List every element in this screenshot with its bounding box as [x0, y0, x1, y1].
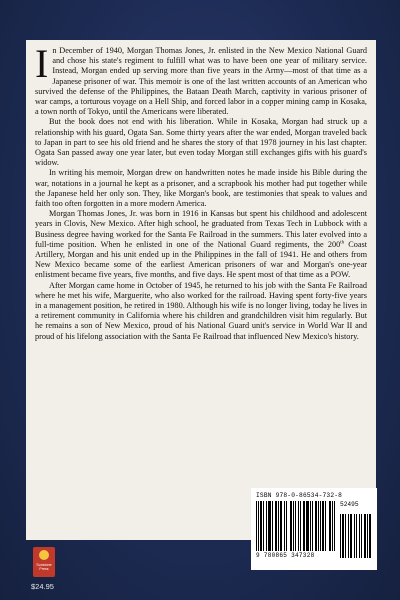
paragraph-4	[35, 209, 367, 280]
paragraph-5: After Morgan came home in October of 1945, he returned to his job with the Santa Fe Railroad where he met his wife, Marguerite, who also worked for the railroad. Having spent forty-five years in a management position, he retired in 1980. Although his wife is no longer living, today he lives in a retirement community in California where his children and grandchildren visit him regularly. But he remains a son of New Mexico, proud of his National Guard unit's service in World War II and proud of his lifelong association with the Santa Fe Railroad that influenced New Mexico's history.	[35, 280, 367, 341]
barcode-bar	[284, 501, 285, 551]
barcode-digits: 9 780865 347328	[256, 552, 315, 559]
barcode-addon-block	[340, 501, 372, 559]
barcode-bar	[303, 501, 305, 551]
barcode-bar	[258, 501, 259, 551]
barcode-bar	[345, 514, 346, 558]
barcode-bar	[354, 514, 355, 558]
barcode-bars	[256, 501, 372, 559]
barcode-bar	[340, 514, 341, 558]
barcode-bar	[298, 501, 299, 551]
barcode-bar	[329, 501, 331, 551]
paragraph-1-text: n December of 1940, Morgan Thomas Jones, Jr. enlisted in the New Mexico National Guard and chose his state's regiment to fulfill what was to have been one year of military service. Instead, Morgan ended up serving more than five years in the Army—most of that time as a Japanese prisoner of war. This memoir is one of the last written accounts of an American who survived the defense of the Philippines, the Bataan Death March, captivity in various prisoner of war camps, a torturous voyage on a Hell Ship, and forced labor in a copper mining camp in Kosaka, a town north of Tokyo, until the Americans were liberated.	[35, 46, 367, 117]
barcode-bar	[286, 501, 287, 551]
barcode-bar	[306, 501, 309, 551]
barcode-bar	[300, 501, 301, 551]
barcode-bar	[361, 514, 362, 558]
paragraph-1	[35, 41, 367, 117]
barcode-addon-bars	[340, 514, 372, 558]
barcode-bar	[369, 514, 371, 558]
publisher-logo-text: Sunstone Press	[36, 563, 52, 572]
paragraph-4-text-b: Coast Artillery, Morgan and his unit ended up in the Philippines in the fall of 1941. He and others from New Mexico became some of the earliest American prisoners of war and Morgan's one-year enlistment became five years, five months, and five days. He spent most of that time as a POW.	[35, 239, 367, 280]
barcode-bar	[312, 501, 313, 551]
barcode-bar	[318, 501, 319, 551]
barcode-bar	[320, 501, 321, 551]
barcode-bar	[256, 501, 257, 551]
barcode-bar	[359, 514, 360, 558]
isbn-row	[256, 492, 372, 499]
barcode-bar	[325, 501, 326, 551]
barcode-bar	[266, 501, 267, 551]
barcode-main-bars	[256, 501, 336, 551]
synopsis-panel	[26, 40, 376, 540]
isbn-number: ISBN 978-0-86534-732-8	[256, 492, 343, 499]
barcode-bar	[356, 514, 357, 558]
barcode-addon-digits: 52495	[340, 501, 359, 508]
barcode-bar	[295, 501, 296, 551]
barcode-bar	[334, 501, 335, 551]
barcode-bar	[275, 501, 277, 551]
barcode-bar	[332, 501, 333, 551]
barcode-main-block	[256, 501, 336, 559]
barcode-bar	[278, 501, 279, 551]
ordinal-suffix: th	[340, 240, 345, 246]
barcode-bar	[310, 501, 311, 551]
barcode-bar	[293, 501, 294, 551]
barcode-bar	[367, 514, 368, 558]
barcode-bar	[364, 514, 366, 558]
paragraph-3: In writing his memoir, Morgan drew on handwritten notes he made inside his Bible during the war, notations in a journal he kept as a prisoner, and a scrapbook his mother had put together while the Japanese held her only son. They, like Morgan's book, are testimonies that speak to values and faith too often forgotten in a more modern America.	[35, 168, 367, 209]
barcode-bar	[263, 501, 264, 551]
sun-icon	[39, 550, 49, 560]
barcode-bar	[350, 514, 352, 558]
paragraph-4-text-a: Morgan Thomas Jones, Jr. was born in 1916 in Kansas but spent his childhood and adolescent years in Clovis, New Mexico. After high school, he graduated from Texas Tech in Lubbock with a Business degree having worked for the Santa Fe Railroad in the summers. This later evolved into a full-time position. When he enlisted in one of the National Guard regiments, the 200	[35, 209, 367, 249]
price-label: $24.95	[31, 582, 54, 591]
paragraph-2: But the book does not end with his liberation. While in Kosaka, Morgan had struck up a relationship with his guard, Ogata San. Some thirty years after the war ended, Morgan traveled back to Japan in part to see his old friend and he shares the story of that 1978 journey in his last chapter. Ogata San passed away one year later, but even today Morgan still exchanges gifts with his guard's widow.	[35, 117, 367, 168]
barcode-bar	[290, 501, 292, 551]
barcode-bar	[348, 514, 349, 558]
drop-cap: I	[35, 41, 49, 86]
publisher-logo	[33, 547, 55, 577]
isbn-barcode	[251, 488, 377, 570]
barcode-bar	[260, 501, 262, 551]
barcode-bar	[280, 501, 282, 551]
barcode-bar	[322, 501, 324, 551]
barcode-bar	[268, 501, 271, 551]
barcode-bar	[315, 501, 317, 551]
barcode-bar	[342, 514, 344, 558]
barcode-bar	[272, 501, 273, 551]
